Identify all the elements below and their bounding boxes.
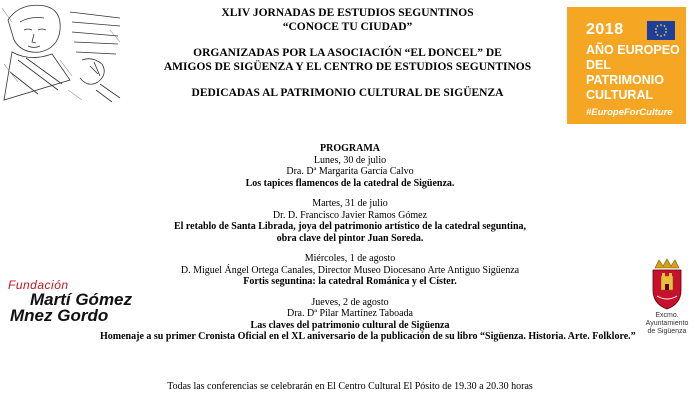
session-speaker: Dra. Dª Margarita García Calvo: [286, 166, 414, 177]
session-item: [100, 155, 600, 190]
fundacion-marti-gomez-logo: [6, 278, 141, 326]
fundacion-name-line-2: Mnez Gordo: [10, 306, 109, 325]
eu-flag-icon: [647, 21, 675, 40]
eu-logo-line-1: AÑO EUROPEO: [586, 43, 680, 57]
eu-logo-year: 2018: [586, 21, 624, 38]
session-date: Martes, 31 de julio: [312, 198, 388, 209]
eu-logo-line-3: CULTURAL: [586, 88, 654, 102]
session-date: Miércoles, 1 de agosto: [304, 253, 396, 264]
fundacion-label: Fundación: [8, 278, 69, 292]
doncel-sketch-illustration: [0, 0, 130, 108]
coat-of-arms-icon: [647, 258, 687, 310]
session-talk-continued: Homenaje a su primer Cronista Oficial en el XL aniversario de la publicación de su libro “Sigüenza. Historia. Arte. Folklore.”: [100, 331, 636, 342]
event-header: [140, 6, 555, 100]
dedication-line: DEDICADAS AL PATRIMONIO CULTURAL DE SIGÜENZA: [191, 87, 504, 99]
session-date: Lunes, 30 de julio: [313, 154, 387, 166]
european-year-cultural-heritage-logo: [567, 7, 686, 124]
ayuntamiento-line-2: Ayuntamiento: [645, 320, 689, 327]
ayuntamiento-line-3: de Sigüenza: [647, 328, 687, 335]
session-talk: Fortis seguntina: la catedral Románica y el Císter.: [243, 276, 457, 287]
session-date: Jueves, 2 de agosto: [311, 296, 389, 308]
eu-logo-text: [586, 43, 686, 103]
session-speaker: D. Miguel Ángel Ortega Canales, Director Museo Diocesano Arte Antiguo Sigüenza: [180, 264, 520, 276]
ayuntamiento-siguenza-logo: [636, 258, 698, 340]
eu-logo-line-2: DEL PATRIMONIO: [586, 58, 665, 87]
event-subtitle: “CONOCE TU CIUDAD”: [282, 21, 413, 33]
program-title: PROGRAMA: [320, 143, 380, 154]
session-speaker: Dra. Dª Pilar Martínez Taboada: [287, 308, 413, 319]
organizers-line-1: ORGANIZADAS POR LA ASOCIACIÓN “EL DONCEL” DE: [193, 47, 502, 59]
session-talk: El retablo de Santa Librada, joya del patrimonio artístico de la catedral seguntina,: [173, 221, 527, 232]
session-item: [100, 198, 600, 244]
event-title: XLIV JORNADAS DE ESTUDIOS SEGUNTINOS: [221, 7, 474, 19]
eu-logo-hashtag: #EuropeForCulture: [586, 107, 673, 118]
ayuntamiento-line-1: Excmo.: [655, 312, 679, 319]
session-item: [100, 253, 600, 288]
session-item: [100, 296, 636, 343]
fundacion-name-line-1: Martí Gómez: [30, 290, 133, 309]
session-speaker: Dr. D. Francisco Javier Ramos Gómez: [272, 209, 428, 221]
program-section: [100, 143, 636, 343]
organizers-line-2: AMIGOS DE SIGÜENZA Y EL CENTRO DE ESTUDIOS SEGUNTINOS: [163, 61, 532, 73]
session-talk: Los tapices flamencos de la catedral de Sigüenza.: [245, 177, 455, 189]
session-talk: Las claves del patrimonio cultural de Sigüenza: [250, 319, 450, 331]
footer-venue-note: Todas las conferencias se celebrarán en El Centro Cultural El Pósito de 19.30 a 20.30 horas: [167, 381, 533, 392]
session-talk-continued: obra clave del pintor Juan Soreda.: [276, 232, 424, 244]
